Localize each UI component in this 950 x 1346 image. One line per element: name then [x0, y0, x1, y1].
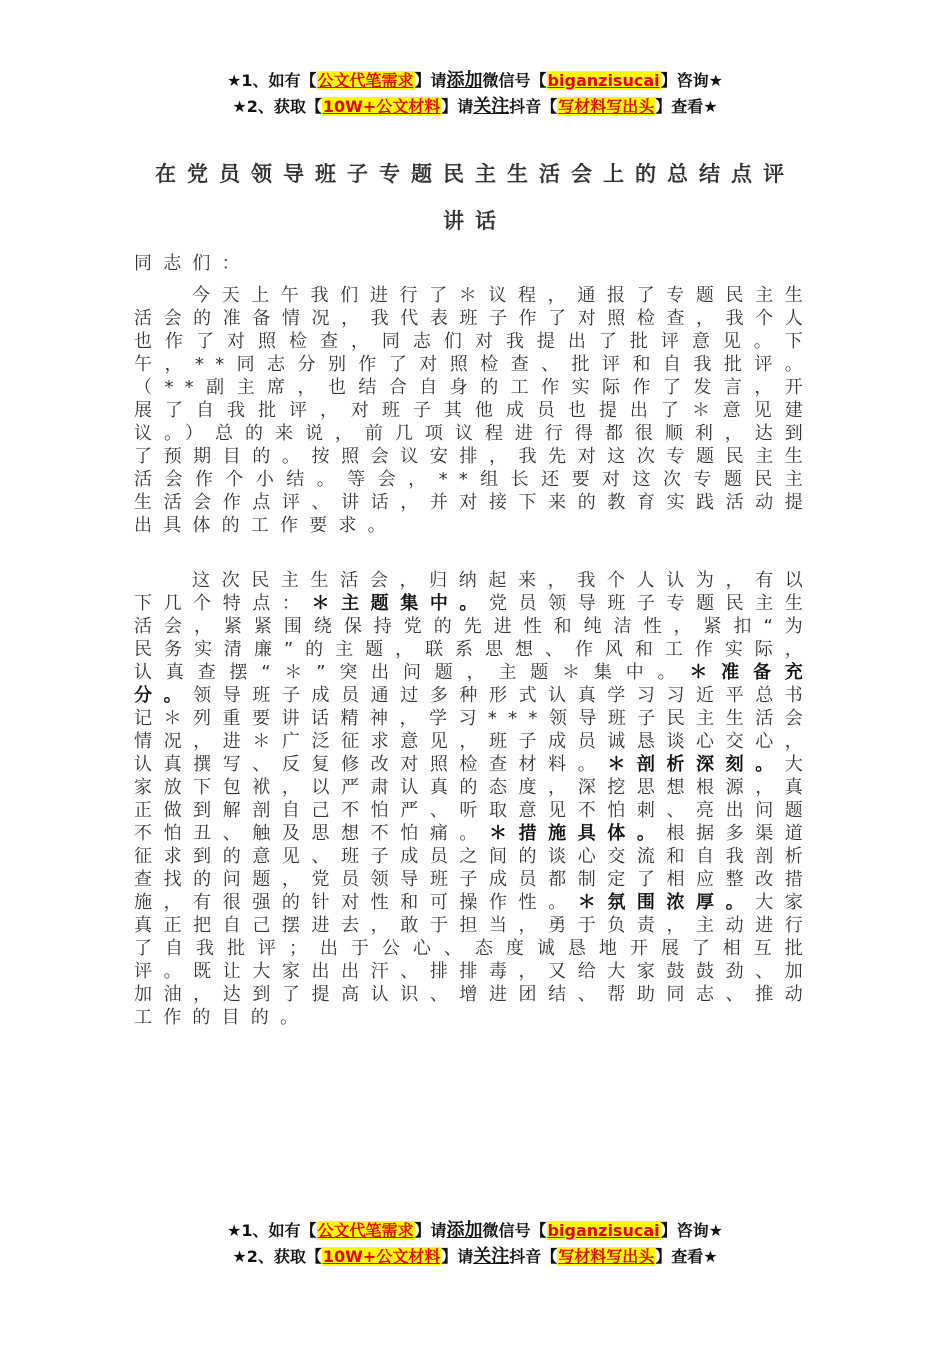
promo-text: ★1、如有【	[227, 1221, 317, 1240]
promo-wechat-id: biganzisucai	[547, 1221, 660, 1240]
promo-text: 微信号【	[482, 1221, 547, 1240]
feature-heading-4: ＊措施具体。	[488, 823, 667, 844]
promo-text: 】请	[441, 1247, 474, 1266]
promo-text: ★1、如有【	[227, 71, 317, 90]
promo-text: 】咨询★	[660, 71, 723, 90]
promo-underline: 添加	[446, 70, 483, 91]
promo-douyin-id: 写材料写出头	[558, 1247, 655, 1266]
document-title-line-2: 讲话	[443, 209, 507, 233]
para-2-text: 大家放下包袱，以严肃认真的态度，深挖思想根源，真正做到解剖自己不怕严、听取意见不怕刺、亮出问题不怕丑、触及思想不怕痛。	[134, 754, 815, 844]
promo-highlight: 公文代笔需求	[317, 1221, 414, 1240]
promo-text: ★2、获取【	[232, 1247, 322, 1266]
promo-text: ★2、获取【	[232, 97, 322, 116]
promo-highlight: 10W+公文材料	[322, 1247, 441, 1266]
para-2-text: 大家真正把自己摆进去，敢于担当，勇于负责，主动进行了自我批评；出于公心、态度诚恳地开展了相互批评。既让大家出出汗、排排毒，又给大家鼓鼓劲、加加油，达到了提高认识、增进团结、帮助同志、推动工作的目的。	[134, 892, 815, 1028]
promo-underline: 添加	[446, 1220, 483, 1241]
promo-underline: 关注	[473, 96, 510, 117]
promo-wechat-id: biganzisucai	[547, 71, 660, 90]
promo-banner-top	[0, 68, 950, 120]
feature-heading-1: ＊主题集中。	[311, 593, 489, 614]
promo-highlight: 公文代笔需求	[317, 71, 414, 90]
para-2-text: 党员领导班子专题民主生活会，紧紧围绕保持党的先进性和纯洁性，紧扣“为民务实清廉”的主题，联系思想、作风和工作实际，认真查摆“＊”突出问题，主题＊集中。	[134, 593, 815, 683]
promo-text: 】请	[414, 1221, 447, 1240]
feature-heading-3: ＊剖析深刻。	[607, 754, 785, 775]
promo-text: 】查看★	[655, 97, 718, 116]
promo-text: 】咨询★	[660, 1221, 723, 1240]
promo-banner-bottom	[0, 1218, 950, 1270]
promo-text: 抖音【	[509, 97, 558, 116]
promo-text: 】请	[441, 97, 474, 116]
document-title-line-1: 在党员领导班子专题民主生活会上的总结点评	[155, 162, 795, 186]
para-2-text: 领导班子成员通过多种形式认真学习习近平总书记＊列重要讲话精神，学习***领导班子民主生活会情况，进＊广泛征求意见，班子成员诚恳谈心交心，认真撰写、反复修改对照检查材料。	[134, 685, 814, 775]
promo-line-2	[0, 1244, 950, 1270]
promo-text: 抖音【	[509, 1247, 558, 1266]
paragraph-1: 今天上午我们进行了＊议程，通报了专题民主生活会的准备情况，我代表班子作了对照检查，我个人也作了对照检查，同志们对我提出了批评意见。下午，**同志分别作了对照检查、批评和自我批评。（**副主席，也结合自身的工作实际作了发言，开展了自我批评，对班子其他成员也提出了＊意见建议。）总的来说，前几项议程进行得都很顺利，达到了预期目的。按照会议安排，我先对这次专题民主生活会作个小结。等会，**组长还要对这次专题民主生活会作点评、讲话，并对接下来的教育实践活动提出具体的工作要求。	[134, 285, 814, 536]
para-2-text: 这次民主生活会，归纳起来，我个人认为，有以下几个特点：	[134, 570, 814, 614]
paragraph-2	[134, 569, 814, 1029]
para-2-text: 根据多渠道征求到的意见、班子成员之间的谈心交流和自我剖析查找的问题，党员领导班子成员都制定了相应整改措施，有很强的针对性和可操作性。	[134, 823, 815, 913]
feature-heading-5: ＊氛围浓厚。	[577, 892, 756, 913]
promo-highlight: 10W+公文材料	[322, 97, 441, 116]
promo-text: 】查看★	[655, 1247, 718, 1266]
salutation: 同志们：	[134, 253, 251, 274]
feature-heading-2: ＊准备充分。	[134, 662, 814, 706]
promo-line-1	[0, 68, 950, 94]
promo-underline: 关注	[473, 1246, 510, 1267]
promo-text: 微信号【	[482, 71, 547, 90]
promo-line-1	[0, 1218, 950, 1244]
promo-douyin-id: 写材料写出头	[558, 97, 655, 116]
promo-line-2	[0, 94, 950, 120]
promo-text: 】请	[414, 71, 447, 90]
